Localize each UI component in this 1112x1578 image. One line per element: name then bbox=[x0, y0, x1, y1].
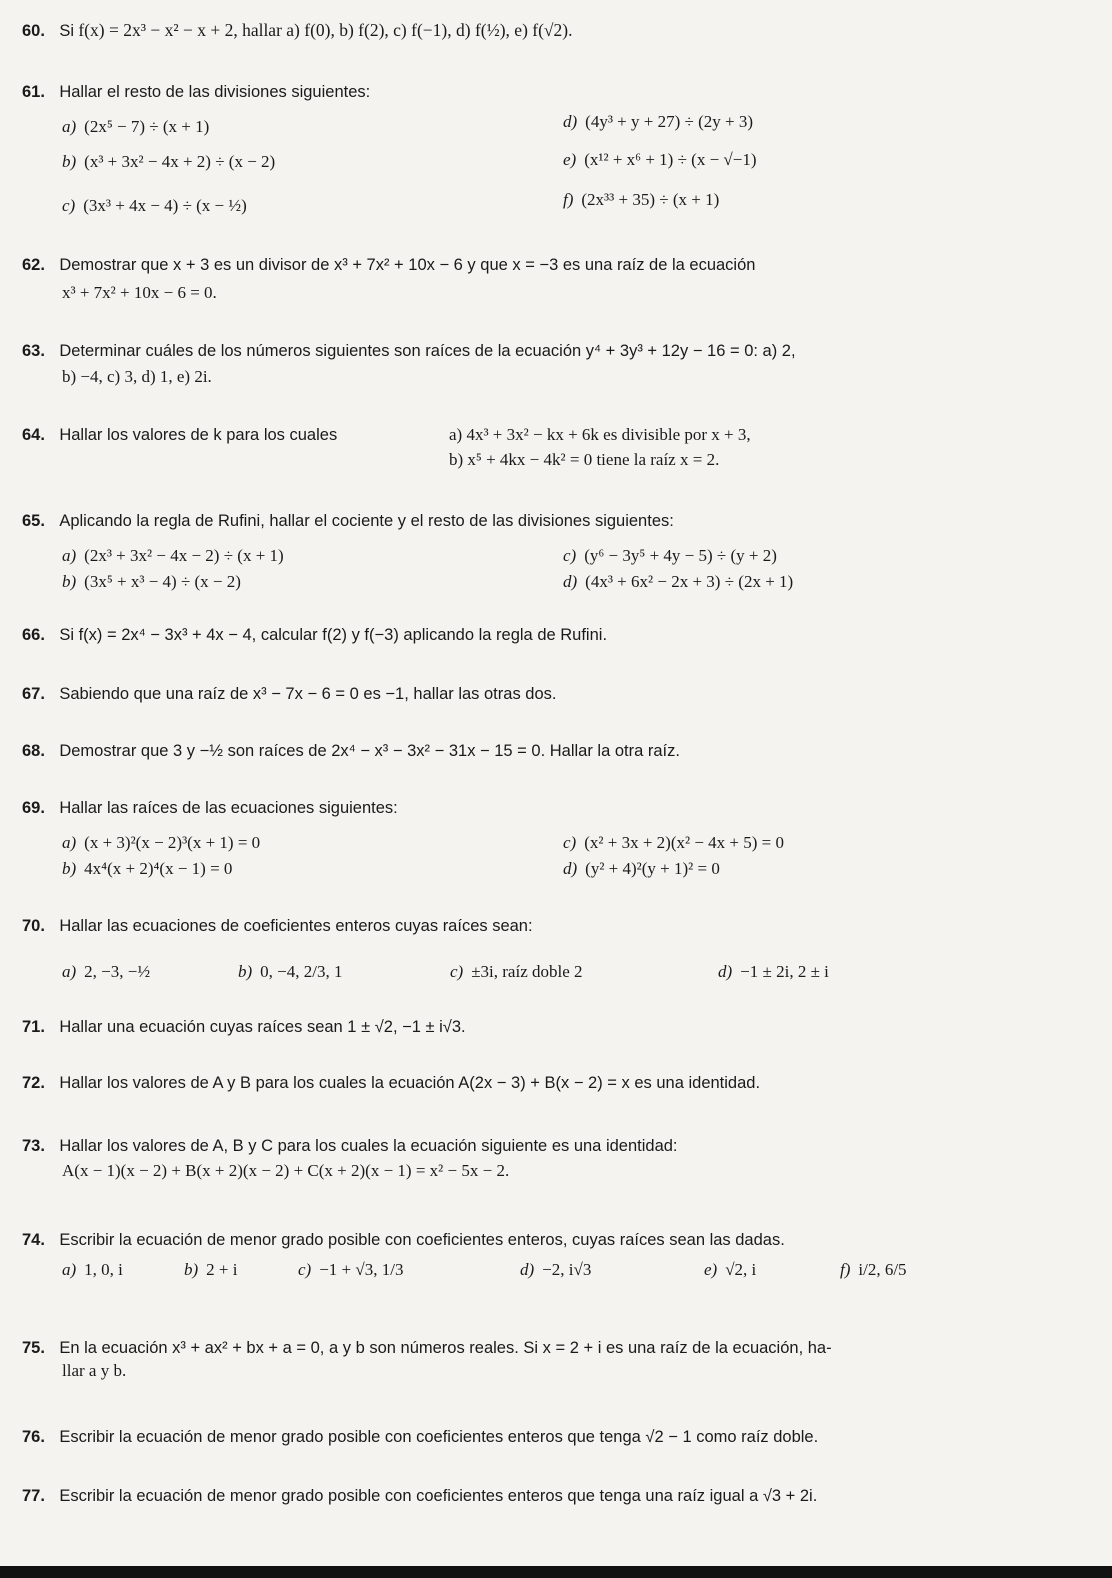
item-65a: a) (2x³ + 3x² − 4x − 2) ÷ (x + 1) bbox=[62, 546, 284, 565]
problem-63 bbox=[22, 340, 1102, 362]
problem-lead: Si bbox=[59, 22, 74, 40]
problem-number: 63. bbox=[22, 342, 45, 360]
item-69d: d) (y² + 4)²(y + 1)² = 0 bbox=[563, 859, 720, 878]
problem-73 bbox=[22, 1135, 1102, 1157]
problem-text: Hallar el resto de las divisiones siguientes: bbox=[59, 83, 371, 101]
problem-number: 65. bbox=[22, 512, 45, 530]
problem-70 bbox=[22, 915, 1102, 937]
problem-76 bbox=[22, 1426, 1102, 1448]
item-69b: b) 4x⁴(x + 2)⁴(x − 1) = 0 bbox=[62, 859, 233, 878]
problem-65 bbox=[22, 510, 1102, 532]
problem-number: 77. bbox=[22, 1487, 45, 1505]
item-70a: a) 2, −3, −½ bbox=[62, 962, 151, 981]
problem-number: 66. bbox=[22, 626, 45, 644]
problem-number: 69. bbox=[22, 799, 45, 817]
problem-number: 74. bbox=[22, 1231, 45, 1249]
problem-text: Determinar cuáles de los números siguientes son raíces de la ecuación y⁴ + 3y³ + 12y − 16 = 0: a) 2, bbox=[59, 342, 796, 360]
problem-number: 64. bbox=[22, 426, 45, 444]
item-74a: a) 1, 0, i bbox=[62, 1260, 123, 1279]
item-61e: e) (x¹² + x⁶ + 1) ÷ (x − √−1) bbox=[563, 150, 757, 169]
item-74b: b) 2 + i bbox=[184, 1260, 238, 1279]
problem-number: 67. bbox=[22, 685, 45, 703]
problem-text: Si f(x) = 2x⁴ − 3x³ + 4x − 4, calcular f(2) y f(−3) aplicando la regla de Rufini. bbox=[59, 626, 608, 644]
item-69a: a) (x + 3)²(x − 2)³(x + 1) = 0 bbox=[62, 833, 261, 852]
item-70c: c) ±3i, raíz doble 2 bbox=[450, 962, 583, 981]
problem-number: 61. bbox=[22, 83, 45, 101]
problem-62 bbox=[22, 254, 1102, 276]
problem-number: 71. bbox=[22, 1018, 45, 1036]
item-61d: d) (4y³ + y + 27) ÷ (2y + 3) bbox=[563, 112, 754, 131]
problem-64-b: b) x⁵ + 4kx − 4k² = 0 tiene la raíz x = 2. bbox=[449, 450, 720, 469]
item-61b: b) (x³ + 3x² − 4x + 2) ÷ (x − 2) bbox=[62, 152, 276, 171]
problem-number: 76. bbox=[22, 1428, 45, 1446]
problem-number: 60. bbox=[22, 22, 45, 40]
problem-71 bbox=[22, 1016, 1102, 1038]
item-74f: f) i/2, 6/5 bbox=[840, 1260, 907, 1279]
problem-73-line2: A(x − 1)(x − 2) + B(x + 2)(x − 2) + C(x + 2)(x − 1) = x² − 5x − 2. bbox=[62, 1161, 510, 1180]
problem-text: f(x) = 2x³ − x² − x + 2, hallar a) f(0), b) f(2), c) f(−1), d) f(½), e) f(√2). bbox=[78, 20, 573, 40]
problem-text: Escribir la ecuación de menor grado posible con coeficientes enteros que tenga una raíz igual a √3 + 2i. bbox=[59, 1487, 818, 1505]
problem-text: Hallar los valores de A, B y C para los cuales la ecuación siguiente es una identidad: bbox=[59, 1137, 678, 1155]
item-65b: b) (3x⁵ + x³ − 4) ÷ (x − 2) bbox=[62, 572, 241, 591]
item-61a: a) (2x⁵ − 7) ÷ (x + 1) bbox=[62, 117, 210, 136]
problem-69 bbox=[22, 797, 1102, 819]
item-65d: d) (4x³ + 6x² − 2x + 3) ÷ (2x + 1) bbox=[563, 572, 794, 591]
problem-number: 75. bbox=[22, 1339, 45, 1357]
item-74e: e) √2, i bbox=[704, 1260, 757, 1279]
item-70d: d) −1 ± 2i, 2 ± i bbox=[718, 962, 829, 981]
problem-72 bbox=[22, 1072, 1102, 1094]
item-65c: c) (y⁶ − 3y⁵ + 4y − 5) ÷ (y + 2) bbox=[563, 546, 777, 565]
problem-text: Hallar una ecuación cuyas raíces sean 1 ± √2, −1 ± i√3. bbox=[59, 1018, 466, 1036]
problem-68 bbox=[22, 740, 1102, 762]
item-74c: c) −1 + √3, 1/3 bbox=[298, 1260, 404, 1279]
problem-number: 72. bbox=[22, 1074, 45, 1092]
item-61f: f) (2x³³ + 35) ÷ (x + 1) bbox=[563, 190, 720, 209]
problem-77 bbox=[22, 1485, 1102, 1507]
item-61c: c) (3x³ + 4x − 4) ÷ (x − ½) bbox=[62, 196, 247, 215]
problem-number: 70. bbox=[22, 917, 45, 935]
scan-edge-divider bbox=[0, 1566, 1112, 1578]
problem-text: Hallar las ecuaciones de coeficientes enteros cuyas raíces sean: bbox=[59, 917, 533, 935]
problem-64-a: a) 4x³ + 3x² − kx + 6k es divisible por x + 3, bbox=[449, 425, 751, 444]
problem-text: Demostrar que 3 y −½ son raíces de 2x⁴ − x³ − 3x² − 31x − 15 = 0. Hallar la otra raíz. bbox=[59, 742, 680, 760]
problem-61 bbox=[22, 81, 1102, 103]
problem-number: 68. bbox=[22, 742, 45, 760]
problem-66 bbox=[22, 624, 1102, 646]
problem-text: Sabiendo que una raíz de x³ − 7x − 6 = 0 es −1, hallar las otras dos. bbox=[59, 685, 557, 703]
problem-67 bbox=[22, 683, 1102, 705]
problem-63-line2: b) −4, c) 3, d) 1, e) 2i. bbox=[62, 367, 212, 386]
problem-text: Hallar los valores de k para los cuales bbox=[59, 426, 338, 444]
item-74d: d) −2, i√3 bbox=[520, 1260, 592, 1279]
item-69c: c) (x² + 3x + 2)(x² − 4x + 5) = 0 bbox=[563, 833, 784, 852]
problem-number: 73. bbox=[22, 1137, 45, 1155]
problem-62-line2: x³ + 7x² + 10x − 6 = 0. bbox=[62, 283, 217, 302]
problem-text: Escribir la ecuación de menor grado posible con coeficientes enteros, cuyas raíces sean las dadas. bbox=[59, 1231, 785, 1249]
problem-number: 62. bbox=[22, 256, 45, 274]
problem-text: Demostrar que x + 3 es un divisor de x³ + 7x² + 10x − 6 y que x = −3 es una raíz de la ecuación bbox=[59, 256, 756, 274]
problem-60 bbox=[22, 20, 1102, 42]
problem-75 bbox=[22, 1337, 1102, 1359]
problem-74 bbox=[22, 1229, 1102, 1251]
problem-text: Hallar las raíces de las ecuaciones siguientes: bbox=[59, 799, 398, 817]
problem-75-line2: llar a y b. bbox=[62, 1361, 127, 1380]
problem-text: En la ecuación x³ + ax² + bx + a = 0, a y b son números reales. Si x = 2 + i es una raíz de la ecuación, ha- bbox=[59, 1339, 832, 1357]
problem-text: Escribir la ecuación de menor grado posible con coeficientes enteros que tenga √2 − 1 como raíz doble. bbox=[59, 1428, 819, 1446]
problem-text: Aplicando la regla de Rufini, hallar el cociente y el resto de las divisiones siguientes: bbox=[59, 512, 674, 530]
problem-text: Hallar los valores de A y B para los cuales la ecuación A(2x − 3) + B(x − 2) = x es una identidad. bbox=[59, 1074, 761, 1092]
item-70b: b) 0, −4, 2/3, 1 bbox=[238, 962, 343, 981]
